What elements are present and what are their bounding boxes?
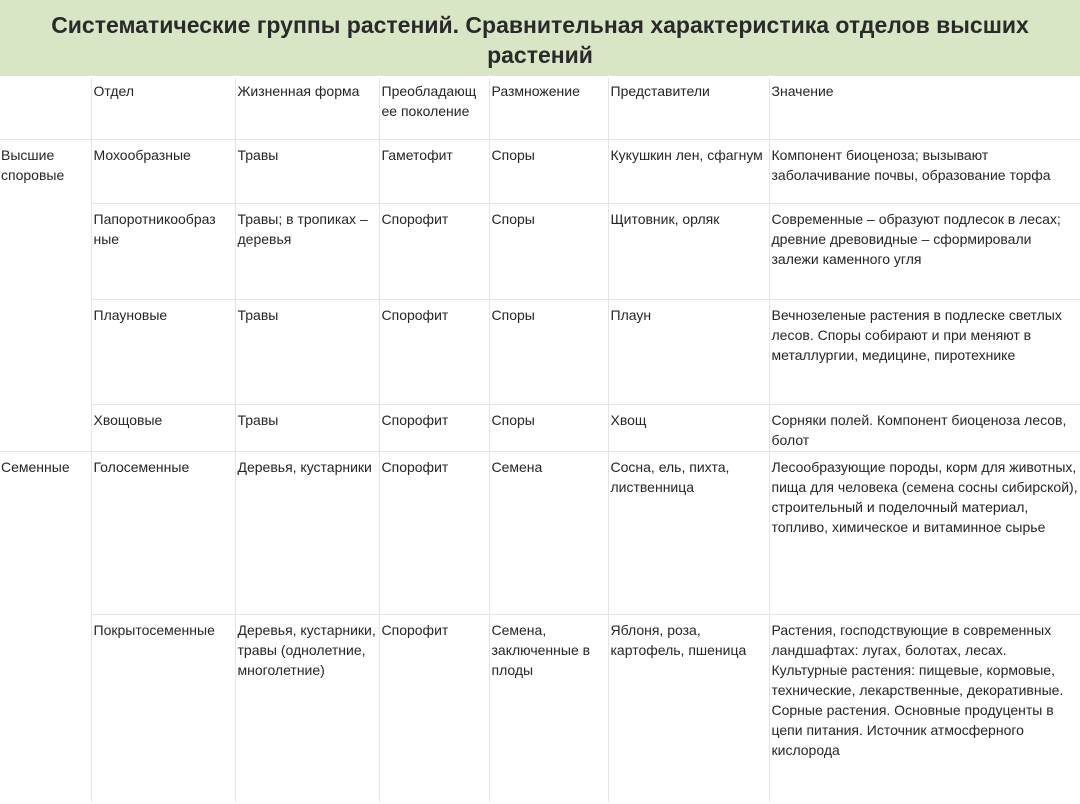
table-row <box>0 300 1080 405</box>
header-cell-life-form: Жизненная форма <box>235 78 379 140</box>
life-form-cell: Травы; в тропиках – деревья <box>235 204 379 300</box>
life-form-cell: Деревья, кустарники <box>235 452 379 615</box>
generation-cell: Спорофит <box>379 452 489 615</box>
life-form-cell: Травы <box>235 300 379 405</box>
table-row <box>0 204 1080 300</box>
header-cell-significance: Значение <box>769 78 1080 140</box>
group-cell <box>0 204 91 300</box>
division-cell: Мохообразные <box>91 140 235 204</box>
comparison-table <box>0 78 1080 802</box>
group-cell <box>0 300 91 405</box>
generation-cell: Гаметофит <box>379 140 489 204</box>
significance-cell: Лесообразующие породы, корм для животных, пища для человека (семена сосны сибирской), строительный и поделочный материал, топливо, химическое и витаминное сырье <box>769 452 1080 615</box>
header-cell-representatives: Представители <box>608 78 769 140</box>
significance-cell: Компонент биоценоза; вызывают заболачивание почвы, образование торфа <box>769 140 1080 204</box>
header-cell-division: Отдел <box>91 78 235 140</box>
representatives-cell: Плаун <box>608 300 769 405</box>
table-row <box>0 452 1080 615</box>
representatives-cell: Яблоня, роза, картофель, пшеница <box>608 615 769 803</box>
significance-cell: Сорняки полей. Компонент биоценоза лесов, болот <box>769 405 1080 452</box>
representatives-cell: Хвощ <box>608 405 769 452</box>
division-cell: Плауновые <box>91 300 235 405</box>
reproduction-cell: Споры <box>489 204 608 300</box>
generation-cell: Спорофит <box>379 615 489 803</box>
division-cell: Папоротникообраз ные <box>91 204 235 300</box>
title-banner <box>0 0 1080 76</box>
significance-cell: Вечнозеленые растения в подлеске светлых лесов. Споры собирают и при меняют в металлургии, медицине, пиротехнике <box>769 300 1080 405</box>
reproduction-cell: Споры <box>489 140 608 204</box>
reproduction-cell: Семена, заключенные в плоды <box>489 615 608 803</box>
header-cell-generation: Преобладающ ее поколение <box>379 78 489 140</box>
group-cell <box>0 615 91 803</box>
reproduction-cell: Споры <box>489 300 608 405</box>
division-cell: Покрытосеменные <box>91 615 235 803</box>
group-cell: Семенные <box>0 452 91 615</box>
header-cell-group <box>0 78 91 140</box>
representatives-cell: Сосна, ель, пихта, лиственница <box>608 452 769 615</box>
reproduction-cell: Семена <box>489 452 608 615</box>
table-row <box>0 405 1080 452</box>
division-cell: Голосеменные <box>91 452 235 615</box>
table-row <box>0 140 1080 204</box>
representatives-cell: Щитовник, орляк <box>608 204 769 300</box>
table-header-row <box>0 78 1080 140</box>
significance-cell: Современные – образуют подлесок в лесах; древние древовидные – сформировали залежи каменного угля <box>769 204 1080 300</box>
life-form-cell: Травы <box>235 405 379 452</box>
generation-cell: Спорофит <box>379 204 489 300</box>
group-cell <box>0 405 91 452</box>
representatives-cell: Кукушкин лен, сфагнум <box>608 140 769 204</box>
table-row <box>0 615 1080 803</box>
generation-cell: Спорофит <box>379 300 489 405</box>
life-form-cell: Травы <box>235 140 379 204</box>
division-cell: Хвощовые <box>91 405 235 452</box>
group-cell: Высшие споровые <box>0 140 91 204</box>
page-title: Систематические группы растений. Сравнительная характеристика отделов высших растений <box>51 12 1029 68</box>
life-form-cell: Деревья, кустарники, травы (однолетние, многолетние) <box>235 615 379 803</box>
generation-cell: Спорофит <box>379 405 489 452</box>
reproduction-cell: Споры <box>489 405 608 452</box>
significance-cell: Растения, господствующие в современных ландшафтах: лугах, болотах, лесах. Культурные растения: пищевые, кормовые, технические, лекарственные, декоративные. Сорные растения. Основные продуценты в цепи питания. Источник атмосферного кислорода <box>771 622 1064 758</box>
header-cell-reproduction: Размножение <box>489 78 608 140</box>
